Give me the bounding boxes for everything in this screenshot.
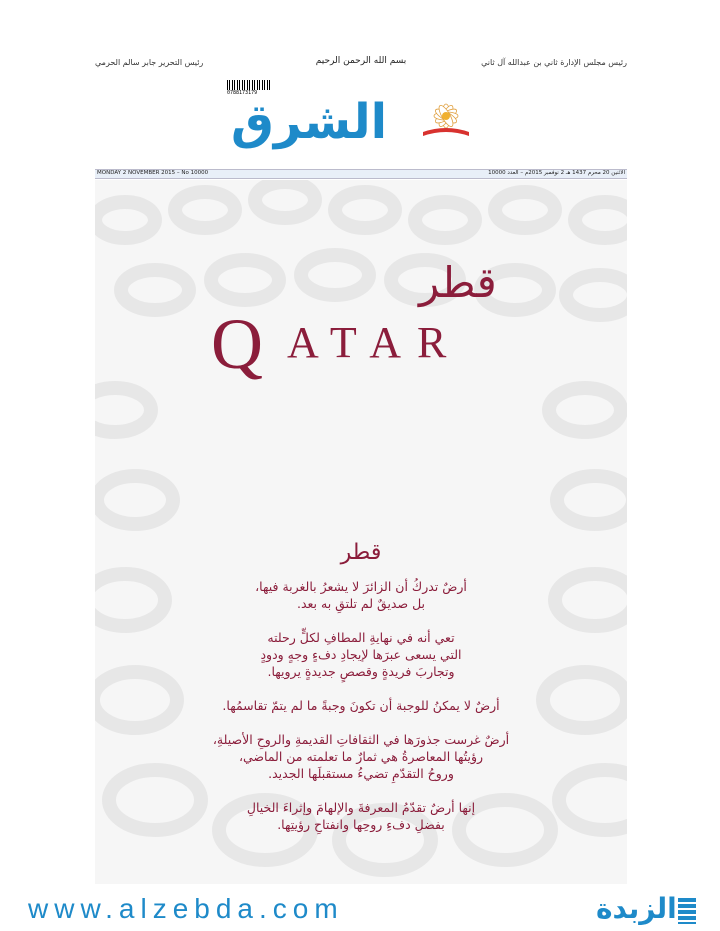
poem-line: وروحُ التقدّمِ تضيءُ مستقبلَها الجديد. [268,766,454,781]
poem-line: تعي أنه في نهايةِ المطافِ لكلٍّ رحلته [267,630,455,645]
qatar-logo [211,303,511,403]
chair-credit [481,58,627,67]
chair-label: رئيس مجلس الإدارة [560,58,627,67]
editor-name: جابر سالم الحرمي [95,58,157,67]
poem-line: أرضٌ غرست جذورَها في الثقافاتِ القديمةِ والروحِ الأصيلةِ، [212,732,510,747]
editor-credit [95,58,203,67]
poem-body [115,578,607,850]
footer-url[interactable]: www.alzebda.com [28,893,344,924]
stanza [115,799,607,833]
qatar-arabic-logo: قطر [419,258,497,307]
stanza [115,629,607,680]
poem-line: وتجاربَ فريدةٍ وقصصٍ جديدةٍ يرويها. [267,664,455,679]
barcode-number: 0788173179 [227,90,258,96]
poem-title: قطر [340,540,382,565]
top-credits [95,58,627,74]
dateline-bar [95,169,627,179]
poem-line: بفضلِ دفءِ روحِها وانفتاحِ رؤيتِها. [277,817,445,832]
stripes-icon [678,898,696,924]
stanza [115,697,607,714]
basmala: بسم الله الرحمن الرحيم [315,56,407,66]
stanza [115,731,607,782]
qatar-logo-q: Q [211,304,263,384]
poem-line: بل صديقٌ لم تلتقِ به بعد. [296,596,426,611]
qatar-logo-rest: ATAR [287,318,463,367]
flower-icon [417,94,475,140]
dateline-arabic: الاثنين 20 محرم 1437 هـ 2 نوفمبر 2015م – العدد 10000 [488,170,625,176]
newspaper-page [95,48,627,884]
dateline-english: MONDAY 2 NOVEMBER 2015 – No 10000 [97,170,209,176]
poem-line: أرضٌ لا يمكنُ للوجبة أن تكونَ وجبةً ما لم يتمّ تقاسمُها. [222,698,500,713]
poem-line: أرضٌ تدركُ أن الزائرَ لا يشعرُ بالغربة فيها، [255,579,467,594]
barcode [227,80,271,90]
editor-label: رئيس التحرير [158,58,204,67]
footer-logo-text: الزبدة [596,892,677,925]
poem-line: رؤيتُها المعاصرةُ هي ثمارٌ ما تعلمته من الماضي، [238,749,484,764]
chair-name: ثاني بن عبدالله آل ثاني [481,58,558,67]
footer-logo [596,892,696,928]
poem-line: إنها أرضٌ تقدّمُ المعرفةَ والإلهامَ وإثراءَ الخيالِ [246,800,476,815]
poem-line: التي يسعى عبرَها لإيجادِ دفءٍ وجهٍ ودودٍ [260,647,462,662]
stanza [115,578,607,612]
newspaper-logo: الشرق [231,94,388,150]
